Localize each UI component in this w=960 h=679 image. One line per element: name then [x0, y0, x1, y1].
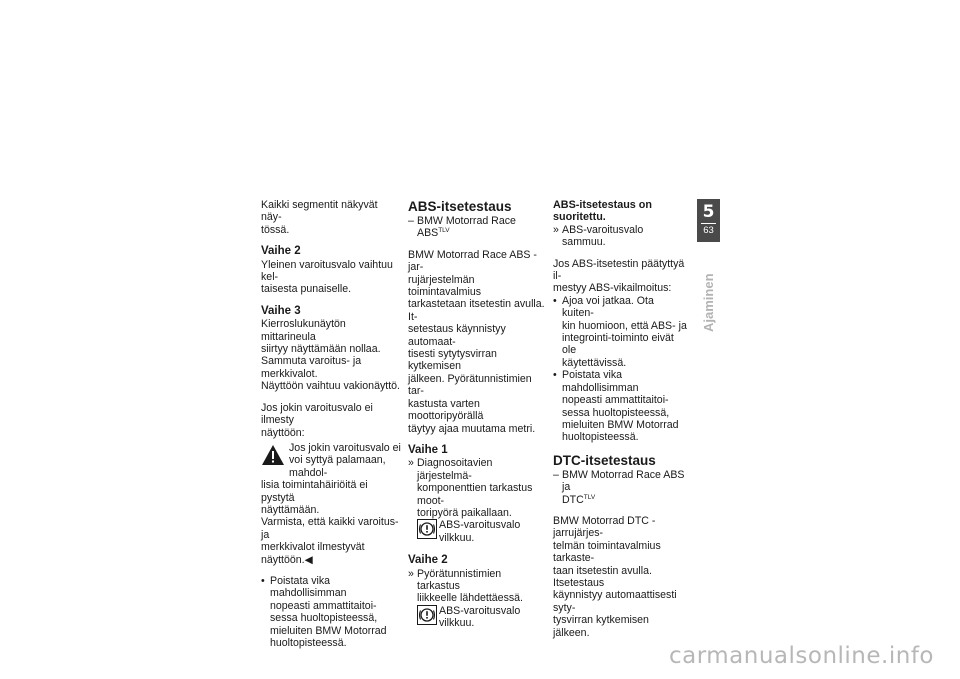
warning-triangle-icon	[261, 444, 285, 466]
step-2-text: Yleinen varoitusvalo vaihtuu kel- taisesta punaiselle.	[261, 258, 393, 296]
step-2-heading: Vaihe 2	[261, 245, 301, 258]
abs-done-text: » ABS-varoitusvalo sammuu.	[553, 224, 688, 249]
col3-bullet-2: • Poistata vika mahdollisimman nopeasti ammattitaitoi- sessa huoltopisteessä, mieluiten BMW Motorrad huoltopisteessä.	[553, 369, 688, 443]
intro-text: Kaikki segmentit näkyvät näy- tössä.	[261, 199, 378, 236]
chapter-side-label: Ajaminen	[701, 273, 716, 332]
column-2	[408, 199, 545, 630]
dtc-selftest-heading: DTC-itsetestaus	[553, 452, 656, 468]
abs-step-1-text: » Diagnosoitavien järjestelmä- komponenttien tarkastus moot- toripyörä paikallaan.	[408, 457, 545, 519]
dtc-model-sup: TLV	[583, 493, 596, 501]
abs-model-sup: TLV	[438, 227, 450, 235]
abs-step-1-lamp-text: ABS-varoitusvalo vilkkuu.	[439, 519, 521, 544]
abs-selftest-heading: ABS-itsetestaus	[408, 199, 512, 214]
abs-model-line	[408, 215, 545, 240]
column-3	[553, 199, 688, 639]
abs-step-1-lamp	[408, 519, 545, 544]
abs-warning-lamp-icon	[417, 519, 437, 539]
step-3-text: Kierroslukunäytön mittarineula siirtyy näyttämään nollaa. Sammuta varoitus- ja merkkivalot. Näyttöön vaihtuu vakionäyttö.	[261, 318, 400, 393]
abs-step-2-lamp	[408, 605, 545, 630]
abs-step-2-heading: Vaihe 2	[408, 554, 448, 567]
abs-model-text: BMW Motorrad Race ABS	[417, 215, 516, 240]
abs-warning-lamp-icon	[417, 605, 437, 625]
fault-text: Jos jokin varoitusvalo ei ilmesty näyttöön:	[261, 401, 373, 439]
abs-paragraph: BMW Motorrad Race ABS -jar- rujärjestelmän toimintavalmius tarkastetaan itsetestin avulla. It- setestaus käynnistyy automaat- tisesti sytytysvirran kytkemisen jälkeen. Pyörätunnistimien tar- kastusta varten moottoripyörällä täytyy ajaa muutama metri.	[408, 248, 545, 435]
dtc-model-text: BMW Motorrad Race ABS ja DTC	[562, 468, 685, 506]
abs-step-1-heading: Vaihe 1	[408, 443, 448, 456]
abs-step-2-lamp-text: ABS-varoitusvalo vilkkuu.	[439, 604, 521, 630]
abs-step-2-text: » Pyörätunnistimien tarkastus liikkeelle lähdettäessä.	[408, 568, 545, 605]
step-3-heading: Vaihe 3	[261, 304, 301, 317]
dtc-paragraph: BMW Motorrad DTC -jarrujärjes- telmän toimintavalmius tarkaste- taan itsetestin avulla. Itsetestaus käynnistyy automaattisesti syty- tysvirran kytkemisen jälkeen.	[553, 514, 677, 639]
page-number: 63	[703, 225, 714, 236]
chapter-number: 5	[702, 202, 715, 222]
warning-note	[261, 442, 401, 479]
warning-continuation: lisia toimintahäiriöitä ei pystytä näyttämään. Varmista, että kaikki varoitus- ja merkkivalot ilmestyvät näyttöön.◀	[261, 479, 399, 566]
column-1	[261, 199, 401, 649]
abs-done-heading: ABS-itsetestaus on suoritettu.	[553, 199, 652, 224]
dtc-model-line	[553, 469, 688, 506]
chapter-tab	[697, 199, 720, 242]
col1-bullet: • Poistata vika mahdollisimman nopeasti ammattitaitoi- sessa huoltopisteessä, mieluiten BMW Motorrad huoltopisteessä.	[261, 575, 401, 649]
abs-fail-text: Jos ABS-itsetestin päätyttyä il- mestyy ABS-vikailmoitus:	[553, 257, 685, 295]
warning-text: Jos jokin varoitusvalo ei voi syttyä palamaan, mahdol-	[289, 441, 401, 479]
col3-bullet-1: • Ajoa voi jatkaa. Ota kuiten- kin huomioon, että ABS- ja integrointi-toiminto eivät ole käytettävissä.	[553, 295, 688, 369]
watermark: carmanualsonline.info	[668, 643, 934, 669]
